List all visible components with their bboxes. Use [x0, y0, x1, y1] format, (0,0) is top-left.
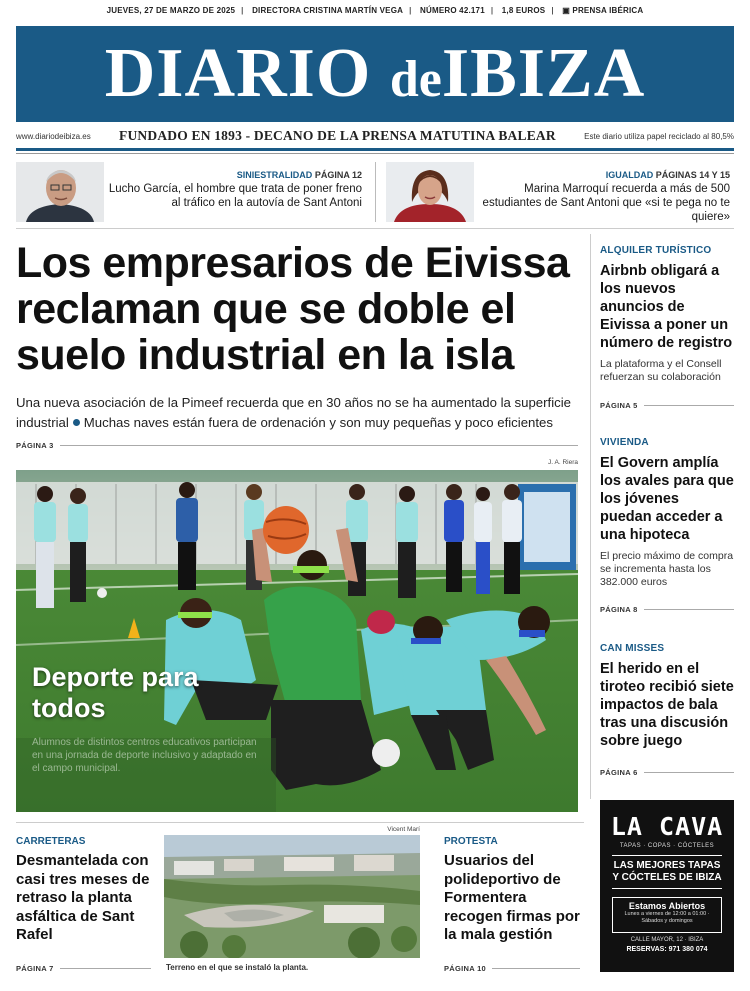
lead-deck: [16, 393, 581, 433]
issue-price: 1,8 EUROS: [501, 6, 546, 15]
page-rule: [644, 405, 734, 406]
founding-motto: FUNDADO EN 1893 - DECANO DE LA PRENSA MATUTINA BALEAR: [119, 128, 556, 143]
sidebar-story-can-misses[interactable]: [600, 643, 734, 777]
website-url[interactable]: www.diariodeibiza.es: [16, 131, 91, 141]
teaser-summary: Lucho García, el hombre que trata de poner freno al tráfico en la autovía de Sant Antoni: [108, 183, 362, 209]
issue-number: NÚMERO 42.171: [420, 6, 485, 15]
bottom-rule: [16, 822, 584, 823]
bottom-kicker: PROTESTA: [444, 836, 498, 847]
bottom-story-protesta[interactable]: [444, 836, 584, 945]
lead-deck-part-b: Muchas naves están fuera de ordenación y son muy pequeñas y poco eficientes: [83, 415, 553, 430]
bottom-photo-illustration: [164, 835, 420, 958]
sidebar-kicker: ALQUILER TURÍSTICO: [600, 245, 712, 256]
page-rule: [492, 968, 580, 969]
sidebar-story-airbnb[interactable]: [600, 245, 734, 410]
publisher-group: ▣ PRENSA IBÉRICA: [562, 6, 644, 15]
ad-brand: LA CAVA: [610, 812, 724, 841]
bottom-page: PÁGINA 10: [444, 964, 487, 973]
sidebar-headline: El herido en el tiroteo recibió siete impactos de bala tras una discusión sobre juego: [600, 661, 734, 749]
bottom-story-carreteras[interactable]: [16, 836, 151, 945]
recycled-paper-note: Este diario utiliza papel reciclado al 80,5%: [584, 131, 734, 141]
lead-page-label[interactable]: [16, 441, 578, 450]
page-rule: [60, 968, 151, 969]
masthead-rule: [16, 148, 734, 151]
publisher-group-label: PRENSA IBÉRICA: [572, 6, 644, 15]
masthead-rule-thin: [16, 153, 734, 154]
top-info-line: JUEVES, 27 DE MARZO DE 2025 | DIRECTORA CRISTINA MARTÍN VEGA | NÚMERO 42.171 | 1,8 EUROS | ▣ PRENSA IBÉRICA: [106, 6, 644, 15]
teaser-kicker-label: IGUALDAD: [605, 170, 654, 180]
title-part-de: de: [389, 51, 442, 108]
sidebar-headline: Airbnb obligará a los nuevos anuncios de Eivissa a poner un número de registro: [600, 263, 733, 351]
photo-caption-title: Deporte para todos: [32, 662, 199, 723]
sidebar-headline: El Govern amplía los avales para que los jóvenes puedan acceder a una hipoteca: [600, 455, 734, 543]
title-part-b: IBIZA: [441, 35, 646, 112]
page-rule: [60, 445, 578, 446]
bottom-kicker: CARRETERAS: [16, 836, 86, 847]
teaser-summary: Marina Marroquí recuerda a más de 500 estudiantes de Sant Antoni que «si te pega no te quiere»: [482, 183, 730, 223]
ad-slogan: LAS MEJORES TAPAS Y CÓCTELES DE IBIZA: [612, 855, 722, 889]
teaser-kicker-label: SINIESTRALIDAD: [236, 170, 313, 180]
bullet-dot: [73, 419, 80, 426]
sidebar-page-label: [600, 401, 734, 410]
teaser-igualdad[interactable]: [386, 162, 734, 222]
bottom-page-label[interactable]: [444, 964, 580, 973]
teaser-portrait-man: [16, 162, 104, 222]
sidebar-summary: La plataforma y el Consell refuerzan su colaboración: [600, 358, 722, 383]
newspaper-title: [104, 35, 646, 112]
sidebar-page-label: [600, 768, 734, 777]
bottom-page-label[interactable]: [16, 964, 151, 973]
sidebar-page: PÁGINA 5: [600, 401, 638, 410]
teaser-kicker: [474, 168, 730, 182]
masthead-subline: [16, 126, 734, 146]
teaser-siniestralidad[interactable]: [16, 162, 366, 222]
masthead[interactable]: [16, 26, 734, 122]
ad-box-title: Estamos Abiertos: [628, 901, 706, 911]
photo-credit: J. A. Riera: [548, 459, 578, 466]
issue-date: JUEVES, 27 DE MARZO DE 2025: [106, 6, 236, 15]
sidebar-page-label: [600, 605, 734, 614]
photo-caption-text: Alumnos de distintos centros educativos participan en una jornada de deporte inclusivo y adaptado en el campo municipal.: [32, 737, 257, 774]
ad-la-cava[interactable]: [600, 800, 734, 972]
teaser-rule: [16, 228, 734, 229]
bottom-page: PÁGINA 7: [16, 964, 54, 973]
sidebar-page: PÁGINA 6: [600, 768, 638, 777]
bottom-headline: Desmantelada con casi tres meses de retraso la planta asfáltica de Sant Rafel: [16, 852, 150, 943]
ad-hours-box: [612, 897, 722, 933]
issue-director: DIRECTORA CRISTINA MARTÍN VEGA: [252, 6, 404, 15]
teaser-divider: [375, 162, 376, 222]
teaser-text: [104, 162, 366, 222]
ad-tagline: TAPAS · COPAS · CÓCTELES: [619, 843, 715, 849]
title-part-a: DIARIO: [104, 35, 390, 112]
teaser-kicker: [104, 168, 362, 182]
bottom-photo-caption: Terreno en el que se instaló la planta.: [166, 963, 309, 972]
bottom-photo-credit: Vicent Marí: [387, 826, 420, 833]
ad-box-text: Lunes a viernes de 12:00 a 01:00 · Sábados y domingos: [624, 911, 710, 924]
lead-headline[interactable]: Los empresarios de Eivissa reclaman que se doble el suelo industrial en la isla: [16, 239, 570, 379]
teaser-page: PÁGINAS 14 Y 15: [655, 170, 730, 180]
lead-photo[interactable]: [16, 470, 578, 812]
lead-deck-part-a: Una nueva asociación de la Pimeef recuerda que en 30 años no se ha aumentado la superficie industrial: [16, 395, 571, 430]
sidebar-page: PÁGINA 8: [600, 605, 638, 614]
sidebar-kicker: VIVIENDA: [600, 437, 649, 448]
ad-address: CALLE MAYOR, 12 · IBIZA: [630, 937, 704, 943]
bottom-headline: Usuarios del polideportivo de Formentera recogen firmas por la mala gestión: [444, 852, 580, 943]
ad-phone: RESERVAS: 971 380 074: [626, 946, 708, 953]
teaser-text: [474, 162, 734, 222]
sidebar-kicker: CAN MISSES: [600, 643, 665, 654]
teaser-portrait-woman: [386, 162, 474, 222]
teaser-page: PÁGINA 12: [314, 170, 362, 180]
page-rule: [644, 772, 734, 773]
page-rule: [644, 609, 734, 610]
lead-page: PÁGINA 3: [16, 441, 54, 450]
column-divider: [590, 234, 591, 799]
sidebar-story-vivienda[interactable]: [600, 437, 734, 614]
sidebar-summary: El precio máximo de compra se incrementa hasta los 382.000 euros: [600, 550, 734, 588]
bottom-photo[interactable]: [164, 835, 420, 958]
